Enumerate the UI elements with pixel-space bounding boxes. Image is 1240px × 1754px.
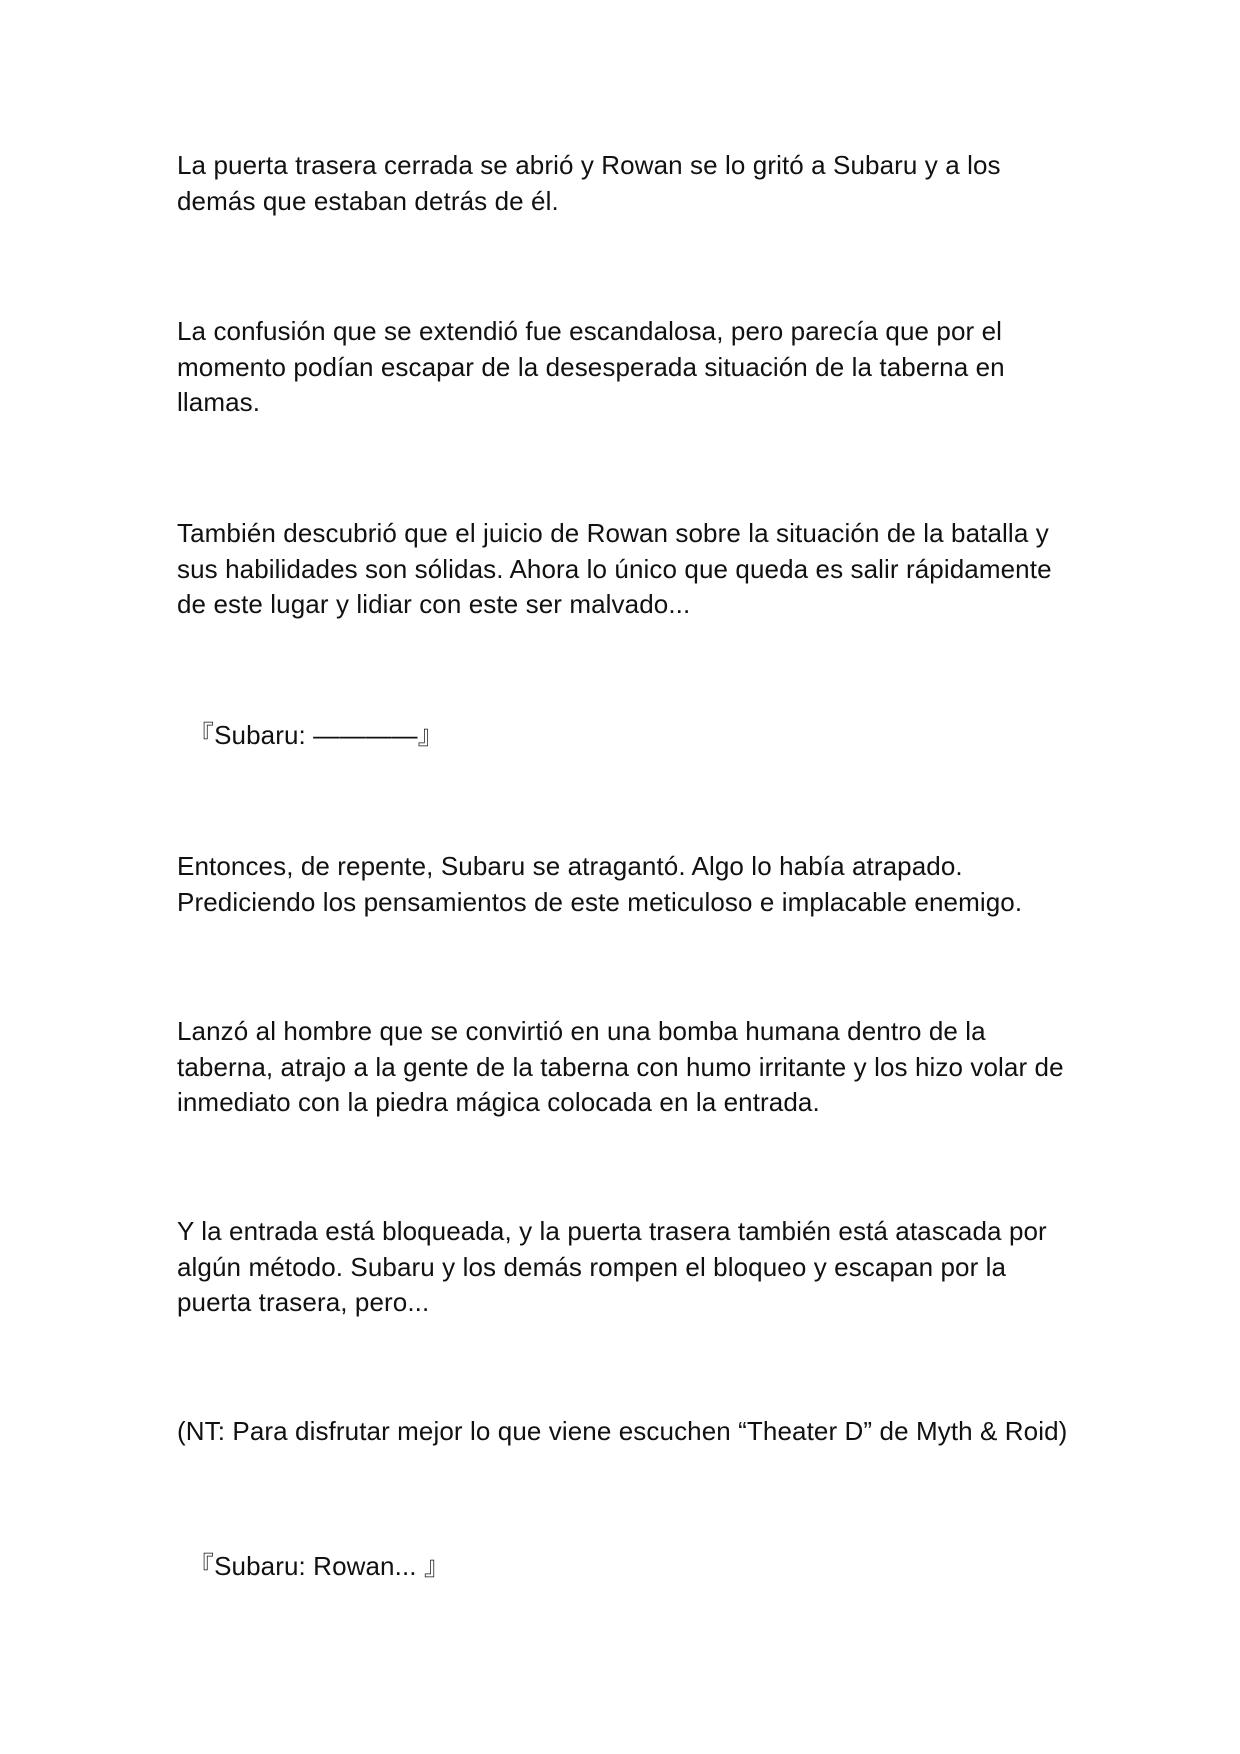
paragraph-confusion-escape: La confusión que se extendió fue escandalosa, pero parecía que por el momento podían escapar de la desesperada situación de la taberna en llamas. xyxy=(177,316,1005,417)
paragraph-human-bomb: Lanzó al hombre que se convirtió en una bomba humana dentro de la taberna, atrajo a la gente de la taberna con humo irritante y los hizo volar de inmediato con la piedra mágica colocada en la entrada. xyxy=(177,1016,1064,1117)
paragraph-rowan-judgment: También descubrió que el juicio de Rowan sobre la situación de la batalla y sus habilidades son sólidas. Ahora lo único que queda es salir rápidamente de este lugar y lidiar con este ser malvado... xyxy=(177,518,1052,619)
paragraph-back-door-opened: La puerta trasera cerrada se abrió y Rowan se lo gritó a Subaru y a los demás que estaban detrás de él. xyxy=(177,150,1001,216)
translator-note: (NT: Para disfrutar mejor lo que viene escuchen “Theater D” de Myth & Roid) xyxy=(177,1416,1068,1446)
dialogue-subaru-rowan: 『Subaru: Rowan... 』 xyxy=(188,1551,451,1581)
paragraph-subaru-choked: Entonces, de repente, Subaru se atragantó. Algo lo había atrapado. Prediciendo los pensamientos de este meticuloso e implacable enemigo. xyxy=(177,851,1023,917)
dialogue-subaru-silence: 『Subaru: ————』 xyxy=(188,720,444,750)
paragraph-entrance-blocked: Y la entrada está bloqueada, y la puerta trasera también está atascada por algún método. Subaru y los demás rompen el bloqueo y escapan por la puerta trasera, pero... xyxy=(177,1216,1047,1317)
